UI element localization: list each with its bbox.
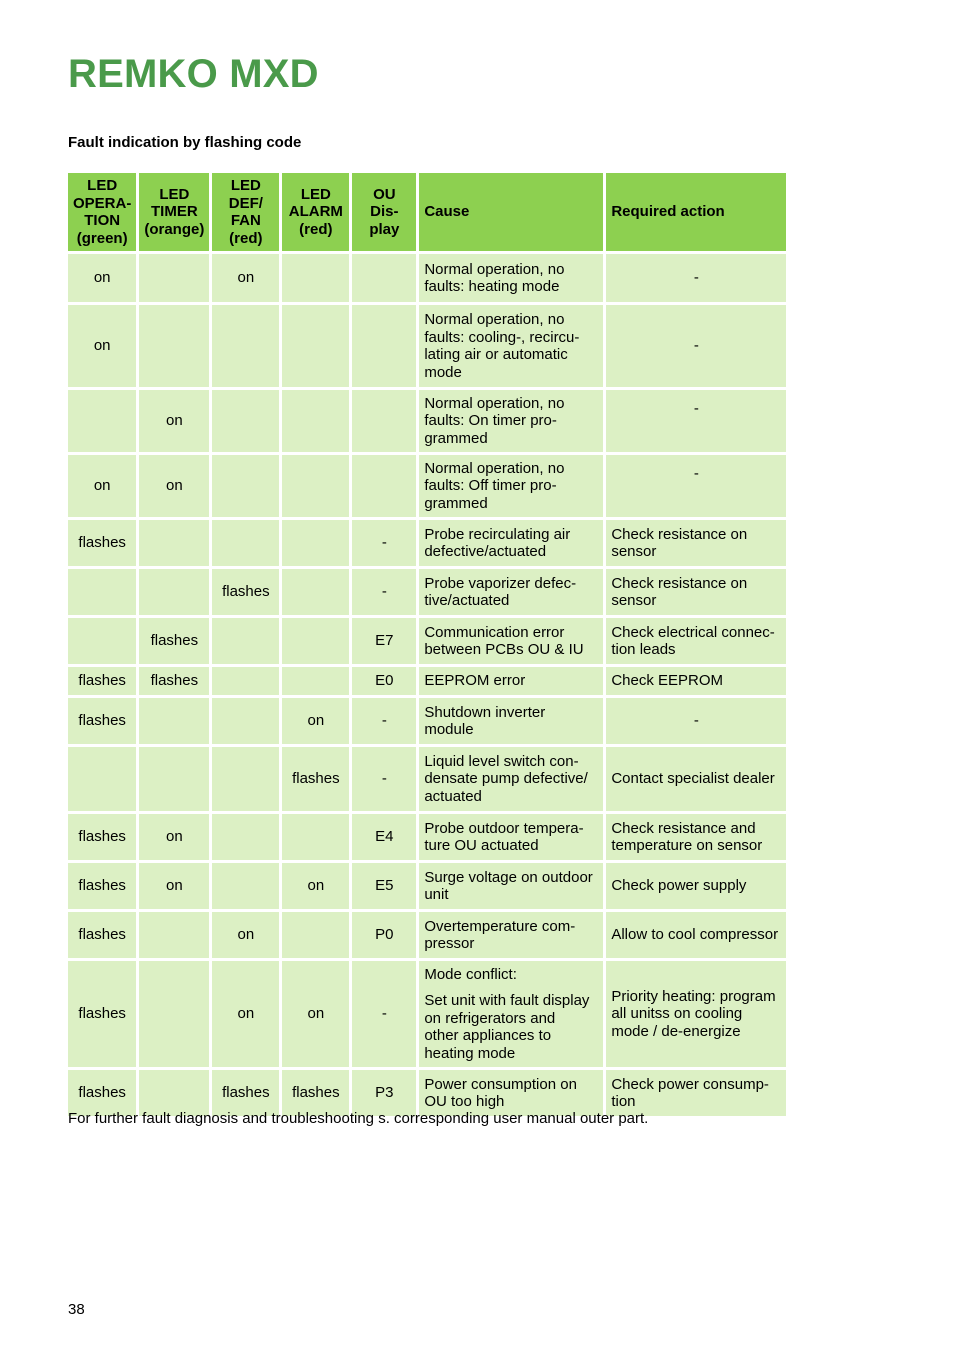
cause-text: Shutdown inverter module: [424, 703, 546, 738]
cell-led-timer: flashes: [139, 618, 209, 664]
cell-led-operation: [68, 747, 136, 811]
cell-led-alarm: [282, 455, 349, 517]
cause-text: Normal operation, no faults: Off timer pro- grammed: [424, 459, 565, 512]
cell-ou-display: -: [352, 569, 416, 615]
cell-led-timer: on: [139, 390, 209, 452]
table-row: [68, 618, 786, 664]
table-row: [68, 814, 786, 860]
cell-led-timer: [139, 961, 209, 1067]
table-row: [68, 698, 786, 744]
cell-ou-display: P3: [352, 1070, 416, 1116]
section-title: Fault indication by flashing code: [68, 134, 302, 151]
cell-led-def-fan: [212, 667, 279, 695]
cell-led-operation: flashes: [68, 1070, 136, 1116]
cell-required-action: -: [606, 390, 786, 452]
cell-ou-display: [352, 254, 416, 302]
table-row: [68, 863, 786, 909]
cell-ou-display: -: [352, 520, 416, 566]
cell-led-operation: flashes: [68, 863, 136, 909]
table-row: [68, 254, 786, 302]
cell-led-timer: [139, 747, 209, 811]
cell-led-operation: flashes: [68, 814, 136, 860]
cell-required-action: Check EEPROM: [606, 667, 786, 695]
cause-text: Probe vaporizer defec- tive/actuated: [424, 574, 577, 609]
cause-text: Probe outdoor tempera- ture OU actuated: [424, 819, 584, 854]
cause-text: Liquid level switch con- densate pump defective/ actuated: [424, 752, 588, 805]
cell-required-action: Contact specialist dealer: [606, 747, 786, 811]
table-row: [68, 667, 786, 695]
cell-led-timer: [139, 254, 209, 302]
cell-ou-display: E0: [352, 667, 416, 695]
cell-led-alarm: [282, 667, 349, 695]
table-row: [68, 520, 786, 566]
cell-led-def-fan: [212, 814, 279, 860]
cell-led-def-fan: flashes: [212, 1070, 279, 1116]
table-row: [68, 961, 786, 1067]
cell-ou-display: [352, 390, 416, 452]
cell-cause: [419, 863, 603, 909]
cell-cause: [419, 961, 603, 1067]
cell-led-operation: [68, 618, 136, 664]
cell-required-action: Allow to cool compressor: [606, 912, 786, 958]
cell-ou-display: P0: [352, 912, 416, 958]
cell-required-action: Check resistance on sensor: [606, 569, 786, 615]
cell-cause: [419, 912, 603, 958]
cell-cause: [419, 698, 603, 744]
cell-cause: [419, 618, 603, 664]
cell-led-def-fan: flashes: [212, 569, 279, 615]
cell-ou-display: -: [352, 698, 416, 744]
header-led-operation: LED OPERA- TION (green): [68, 173, 136, 251]
cell-led-timer: on: [139, 863, 209, 909]
cell-ou-display: -: [352, 961, 416, 1067]
cell-led-alarm: [282, 520, 349, 566]
cell-led-timer: [139, 305, 209, 387]
header-led-alarm: LED ALARM (red): [282, 173, 349, 251]
cell-led-operation: on: [68, 254, 136, 302]
cell-led-def-fan: [212, 520, 279, 566]
cause-text: Communication error between PCBs OU & IU: [424, 623, 584, 658]
cell-led-alarm: [282, 912, 349, 958]
cause-text: Surge voltage on outdoor unit: [424, 868, 593, 903]
cell-led-def-fan: on: [212, 912, 279, 958]
cell-required-action: Check resistance on sensor: [606, 520, 786, 566]
cell-led-operation: flashes: [68, 667, 136, 695]
cell-cause: [419, 455, 603, 517]
cell-led-timer: on: [139, 814, 209, 860]
cell-led-def-fan: [212, 455, 279, 517]
cell-led-operation: flashes: [68, 961, 136, 1067]
cell-ou-display: -: [352, 747, 416, 811]
cell-led-alarm: flashes: [282, 747, 349, 811]
cell-led-def-fan: [212, 618, 279, 664]
cell-required-action: Priority heating: program all unitss on cooling mode / de-energize: [606, 961, 786, 1067]
table-row: [68, 305, 786, 387]
cell-led-operation: flashes: [68, 520, 136, 566]
cell-cause: [419, 569, 603, 615]
cell-led-def-fan: [212, 863, 279, 909]
table-row: [68, 455, 786, 517]
cell-ou-display: E5: [352, 863, 416, 909]
fault-code-table: [65, 170, 789, 1119]
cell-led-operation: flashes: [68, 912, 136, 958]
cell-required-action: Check resistance and temperature on sensor: [606, 814, 786, 860]
cause-text: Mode conflict:: [424, 965, 517, 983]
cell-ou-display: E7: [352, 618, 416, 664]
cell-led-def-fan: on: [212, 961, 279, 1067]
cell-required-action: -: [606, 455, 786, 517]
cell-led-alarm: [282, 618, 349, 664]
cell-led-operation: [68, 390, 136, 452]
cell-led-operation: on: [68, 455, 136, 517]
cell-led-def-fan: [212, 305, 279, 387]
cell-required-action: -: [606, 254, 786, 302]
cell-led-operation: flashes: [68, 698, 136, 744]
cell-led-alarm: flashes: [282, 1070, 349, 1116]
cause-text: Power consumption on OU too high: [424, 1075, 577, 1110]
header-cause: Cause: [419, 173, 603, 251]
cell-ou-display: [352, 455, 416, 517]
cause-text: Normal operation, no faults: On timer pro- grammed: [424, 394, 565, 447]
cell-ou-display: [352, 305, 416, 387]
cell-required-action: -: [606, 698, 786, 744]
table-row: [68, 747, 786, 811]
table-row: [68, 569, 786, 615]
table-row: [68, 912, 786, 958]
page-number: 38: [68, 1301, 85, 1318]
cell-led-alarm: [282, 305, 349, 387]
cell-led-def-fan: [212, 698, 279, 744]
cell-required-action: Check electrical connec- tion leads: [606, 618, 786, 664]
brand-title: REMKO MXD: [68, 52, 319, 96]
cell-led-timer: [139, 698, 209, 744]
header-ou-display: OU Dis- play: [352, 173, 416, 251]
footnote: For further fault diagnosis and troubleshooting s. corresponding user manual outer part.: [68, 1110, 649, 1127]
cause-text: Normal operation, no faults: cooling-, recircu- lating air or automatic mode: [424, 311, 580, 381]
table-body: [68, 254, 786, 1116]
cell-led-alarm: [282, 814, 349, 860]
cause-detail-text: Set unit with fault display on refrigerators and other appliances to heating mode: [424, 992, 590, 1062]
cell-led-timer: on: [139, 455, 209, 517]
cell-led-operation: on: [68, 305, 136, 387]
cell-led-timer: [139, 520, 209, 566]
header-led-timer: LED TIMER (orange): [139, 173, 209, 251]
cell-cause: [419, 520, 603, 566]
header-led-def-fan: LED DEF/ FAN (red): [212, 173, 279, 251]
cell-cause: [419, 667, 603, 695]
cell-required-action: Check power supply: [606, 863, 786, 909]
cell-led-alarm: [282, 254, 349, 302]
cell-cause: [419, 747, 603, 811]
cell-cause: [419, 305, 603, 387]
cause-text: Probe recirculating air defective/actuated: [424, 525, 571, 560]
table-header-row: [68, 173, 786, 251]
cell-led-alarm: [282, 390, 349, 452]
cell-led-def-fan: on: [212, 254, 279, 302]
cell-cause: [419, 254, 603, 302]
cell-ou-display: E4: [352, 814, 416, 860]
cell-led-timer: [139, 569, 209, 615]
cell-led-alarm: on: [282, 698, 349, 744]
cause-text: EEPROM error: [424, 672, 526, 690]
cell-cause: [419, 390, 603, 452]
cell-led-timer: flashes: [139, 667, 209, 695]
cell-led-operation: [68, 569, 136, 615]
cell-led-alarm: on: [282, 863, 349, 909]
cell-required-action: -: [606, 305, 786, 387]
cell-required-action: Check power consump- tion: [606, 1070, 786, 1116]
cell-led-alarm: [282, 569, 349, 615]
cell-led-def-fan: [212, 390, 279, 452]
cell-led-def-fan: [212, 747, 279, 811]
cause-text: Normal operation, no faults: heating mode: [424, 260, 565, 295]
cell-led-alarm: on: [282, 961, 349, 1067]
cell-cause: [419, 814, 603, 860]
cell-led-timer: [139, 912, 209, 958]
cause-text: Overtemperature com- pressor: [424, 917, 576, 952]
table-row: [68, 390, 786, 452]
header-required-action: Required action: [606, 173, 786, 251]
